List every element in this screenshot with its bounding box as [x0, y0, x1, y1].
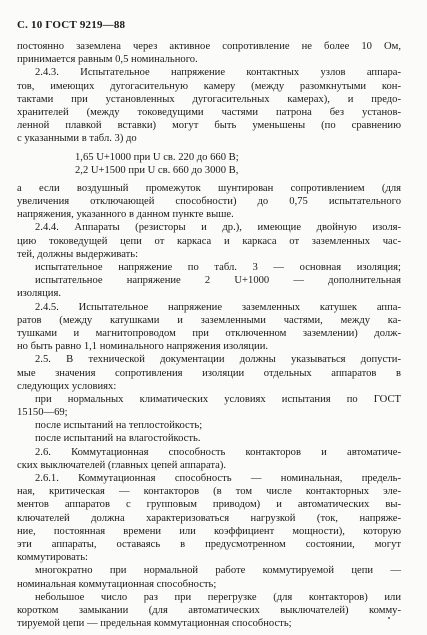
text-line: 2.6.1. Коммутационная способность — номинальная, предель-: [35, 473, 401, 484]
text-line: но быть равно 1,1 номинального напряжения изоляции.: [17, 341, 269, 353]
text-line: ских выключателей (главных цепей аппарата).: [17, 459, 227, 471]
page-header: С. 10 ГОСТ 9219—88: [17, 19, 126, 31]
text-line: тактами при установленных дугогасительных камерах), и предо-: [17, 93, 401, 105]
text-line: ключателей должна характеризоваться нагрузкой (ток, напряже-: [17, 512, 401, 524]
text-line: принимается равным 0,5 номинального.: [17, 54, 198, 66]
text-line: после испытаний на влагостойкость.: [35, 433, 201, 445]
text-line: 2.6. Коммутационная способность контакторов и автоматиче-: [35, 446, 401, 458]
text-line: эти аппараты, оставаясь в предусмотренном состоянии, могут: [17, 538, 401, 550]
text-line: испытательное напряжение по табл. 3 — основная изоляция;: [35, 262, 401, 273]
text-line: ние, постоянная времени или коэффициент мощности), которую: [17, 525, 401, 537]
formula-line: 2,2 U+1500 при U св. 660 до 3000 В,: [75, 164, 239, 176]
text-line: тируемой цепи — предельная коммутационная способность;: [17, 618, 292, 630]
text-line: 2.4.4. Аппараты (резисторы и др.), имеющие двойную изоля-: [35, 222, 401, 234]
text-line: следующих условиях:: [17, 380, 117, 392]
text-line: коммутировать:: [17, 552, 88, 564]
text-line: 2.4.3. Испытательное напряжение контактных узлов аппара-: [35, 67, 401, 79]
scan-speck: [388, 617, 390, 619]
text-line: небольшое число раз при перегрузке (для контакторов) или: [35, 591, 401, 603]
text-line: ная, критическая — контакторов (в том числе контакторных эле-: [17, 486, 401, 498]
text-line: при нормальных климатических условиях испытания по ГОСТ: [35, 393, 401, 405]
text-line: после испытаний на теплостойкость;: [35, 420, 203, 432]
text-line: изоляция.: [17, 288, 61, 300]
text-line: увеличения отключающей способности) до 0,75 испытательного: [17, 196, 401, 208]
body-text: [17, 40, 401, 630]
text-line: с указанными в табл. 3) до: [17, 133, 137, 145]
text-line: номинальная коммутационная способность;: [17, 578, 217, 590]
text-line: хранителей (между токоведущими частями патрона без установ-: [17, 106, 401, 118]
text-line: многократно при нормальной работе коммутируемой цепи —: [35, 565, 401, 577]
text-line: тушками и магнитопроводом при отключенном заземлении) долж-: [17, 327, 401, 339]
text-line: 2.4.5. Испытательное напряжение заземленных катушек аппа-: [35, 301, 401, 313]
text-line: ратов (между катушками и заземленными частями, между ка-: [17, 314, 401, 326]
formula-line: 1,65 U+1000 при U св. 220 до 660 В;: [75, 151, 239, 163]
text-line: 15150—69;: [17, 407, 68, 419]
text-line: коротком замыкании (для автоматических выключателей) комму-: [17, 604, 401, 616]
text-line: тей, должны выдерживать:: [17, 248, 139, 260]
text-line: напряжения, указанного в данном пункте выше.: [17, 209, 234, 221]
text-line: тов, имеющих дугогасительную камеру (между разомкнутыми кон-: [17, 80, 401, 92]
text-line: цию токоведущей цепи от каркаса и каркаса от заземленных час-: [17, 235, 401, 247]
text-line: испытательное напряжение 2 U+1000 — дополнительная: [35, 275, 401, 287]
text-line: постоянно заземлена через активное сопротивление не более 10 Ом,: [17, 41, 401, 52]
text-line: ментов аппаратов с групповым приводом) и автоматических вы-: [17, 499, 401, 511]
text-line: 2.5. В технической документации должны указываться допусти-: [35, 354, 401, 366]
text-line: а если воздушный промежуток шунтирован сопротивлением (для: [17, 182, 401, 194]
text-line: ленной плавкой вставки) могут быть уменьшены (по сравнению: [17, 120, 401, 132]
text-line: мые значения сопротивления изоляции отдельных аппаратов в: [17, 367, 401, 379]
